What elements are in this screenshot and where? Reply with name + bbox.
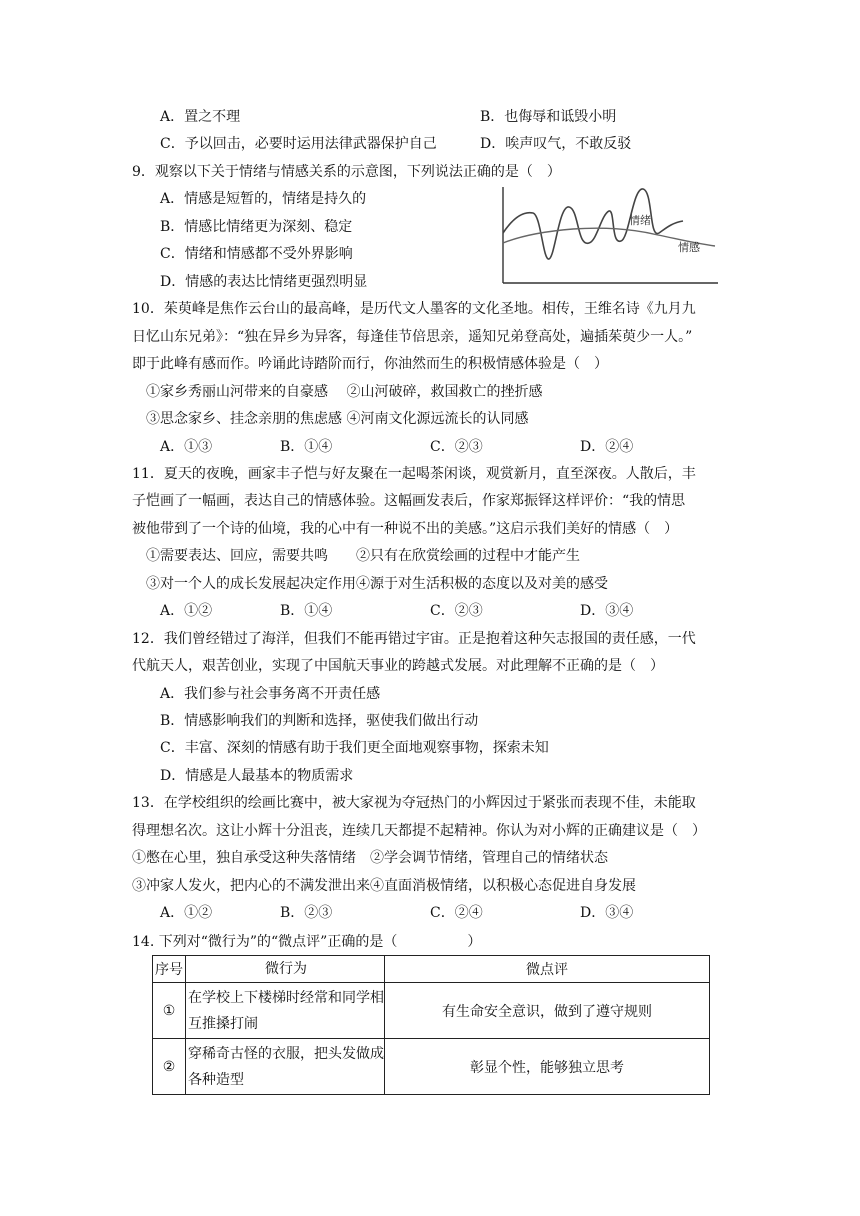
q10-line-1: 10．茱萸峰是焦作云台山的最高峰，是历代文人墨客的文化圣地。相传，王维名诗《九月九 <box>132 301 696 317</box>
q13-option-b: B．②③ <box>280 905 333 921</box>
emotion-label: 情绪 <box>629 214 651 227</box>
q13-line-2: 得理想名次。这让小辉十分沮丧，连续几天都提不起精神。你认为对小辉的正确建议是（ ） <box>132 823 706 839</box>
q12-option-b: B．情感影响我们的判断和选择，驱使我们做出行动 <box>160 713 479 729</box>
q10-item-2: ③思念家乡、挂念亲朋的焦虑感 ④河南文化源远流长的认同感 <box>146 411 529 427</box>
q12-option-a: A．我们参与社会事务离不开责任感 <box>160 686 381 702</box>
q12-line-2: 代航天人，艰苦创业，实现了中国航天事业的跨越式发展。对此理解不正确的是（ ） <box>132 658 664 674</box>
q12-option-d: D．情感是人最基本的物质需求 <box>160 768 354 784</box>
q11-line-1: 11．夏天的夜晚，画家丰子恺与好友聚在一起喝茶闲谈，观赏新月，直至深夜。人散后，丰 <box>132 466 696 482</box>
q9-option-a: A．情感是短暂的，情绪是持久的 <box>160 191 367 207</box>
q13-line-1: 13．在学校组织的绘画比赛中，被大家视为夺冠热门的小辉因过于紧张而表现不佳，未能取 <box>132 795 696 811</box>
q14-stem: 14. 下列对“微行为”的“微点评”正确的是（ ） <box>132 934 482 950</box>
q11-item-2: ③对一个人的成长发展起决定作用④源于对生活积极的态度以及对美的感受 <box>146 576 608 592</box>
row-1-number: ① <box>153 983 186 1039</box>
table-row <box>153 983 710 1039</box>
q8-option-a: A．置之不理 <box>160 109 241 125</box>
q11-line-3: 被他带到了一个诗的仙境，我的心中有一种说不出的美感。”这启示我们美好的情感（ ） <box>132 521 679 537</box>
q9-stem: 9．观察以下关于情绪与情感关系的示意图，下列说法正确的是（ ） <box>132 164 561 180</box>
q8-option-c: C．予以回击，必要时运用法律武器保护自己 <box>160 136 437 152</box>
feeling-label: 情感 <box>678 241 700 254</box>
row-2-number: ② <box>153 1039 186 1095</box>
q10-option-c: C．②③ <box>430 439 483 455</box>
emotion-curve <box>503 189 683 259</box>
q11-option-b: B．①④ <box>280 603 333 619</box>
q10-option-b: B．①④ <box>280 439 333 455</box>
table-header-row <box>153 956 710 983</box>
q9-option-c: C．情绪和情感都不受外界影响 <box>160 246 353 262</box>
q8-option-b: B．也侮辱和诋毁小明 <box>480 109 617 125</box>
q11-item-1: ①需要表达、回应，需要共鸣 ②只有在欣赏绘画的过程中才能产生 <box>146 548 580 564</box>
q9-option-b: B．情感比情绪更为深刻、稳定 <box>160 219 353 235</box>
q9-option-d: D．情感的表达比情绪更强烈明显 <box>160 274 368 290</box>
q11-option-d: D．③④ <box>580 603 634 619</box>
row-2-comment: 彰显个性，能够独立思考 <box>385 1039 710 1095</box>
header-behavior: 微行为 <box>186 956 385 983</box>
q13-option-d: D．③④ <box>580 905 634 921</box>
row-1-comment: 有生命安全意识，做到了遵守规则 <box>385 983 710 1039</box>
q12-option-c: C．丰富、深刻的情感有助于我们更全面地观察事物，探索未知 <box>160 740 549 756</box>
q10-item-1: ①家乡秀丽山河带来的自豪感 ②山河破碎，救国救亡的挫折感 <box>146 384 543 400</box>
q11-option-c: C．②③ <box>430 603 483 619</box>
q11-option-a: A．①② <box>160 603 213 619</box>
emotion-feeling-diagram <box>493 183 723 289</box>
table-row <box>153 1039 710 1095</box>
row-1-behavior: 在学校上下楼梯时经常和同学相互推搡打闹 <box>186 983 385 1039</box>
q12-line-1: 12．我们曾经错过了海洋，但我们不能再错过宇宙。正是抱着这种矢志报国的责任感，一代 <box>132 631 696 647</box>
q11-line-2: 子恺画了一幅画，表达自己的情感体验。这幅画发表后，作家郑振铎这样评价：“我的情思 <box>132 493 686 509</box>
micro-behavior-table <box>152 955 710 1095</box>
q10-line-3: 即于此峰有感而作。吟诵此诗踏阶而行，你油然而生的积极情感体验是（ ） <box>132 356 608 372</box>
header-comment: 微点评 <box>385 956 710 983</box>
q13-item-1: ①憋在心里，独自承受这种失落情绪 ②学会调节情绪，管理自己的情绪状态 <box>132 850 608 866</box>
row-2-behavior: 穿稀奇古怪的衣服，把头发做成各种造型 <box>186 1039 385 1095</box>
q8-option-d: D．唉声叹气，不敢反驳 <box>480 136 632 152</box>
q13-option-a: A．①② <box>160 905 213 921</box>
header-number: 序号 <box>153 956 186 983</box>
q13-item-2: ③冲家人发火，把内心的不满发泄出来④直面消极情绪，以积极心态促进自身发展 <box>132 878 636 894</box>
q10-option-a: A．①③ <box>160 439 213 455</box>
q10-line-2: 日忆山东兄弟》：“独在异乡为异客，每逢佳节倍思亲，遥知兄弟登高处，遍插茱萸少一人。” <box>132 329 693 345</box>
q13-option-c: C．②④ <box>430 905 483 921</box>
q10-option-d: D．②④ <box>580 439 634 455</box>
